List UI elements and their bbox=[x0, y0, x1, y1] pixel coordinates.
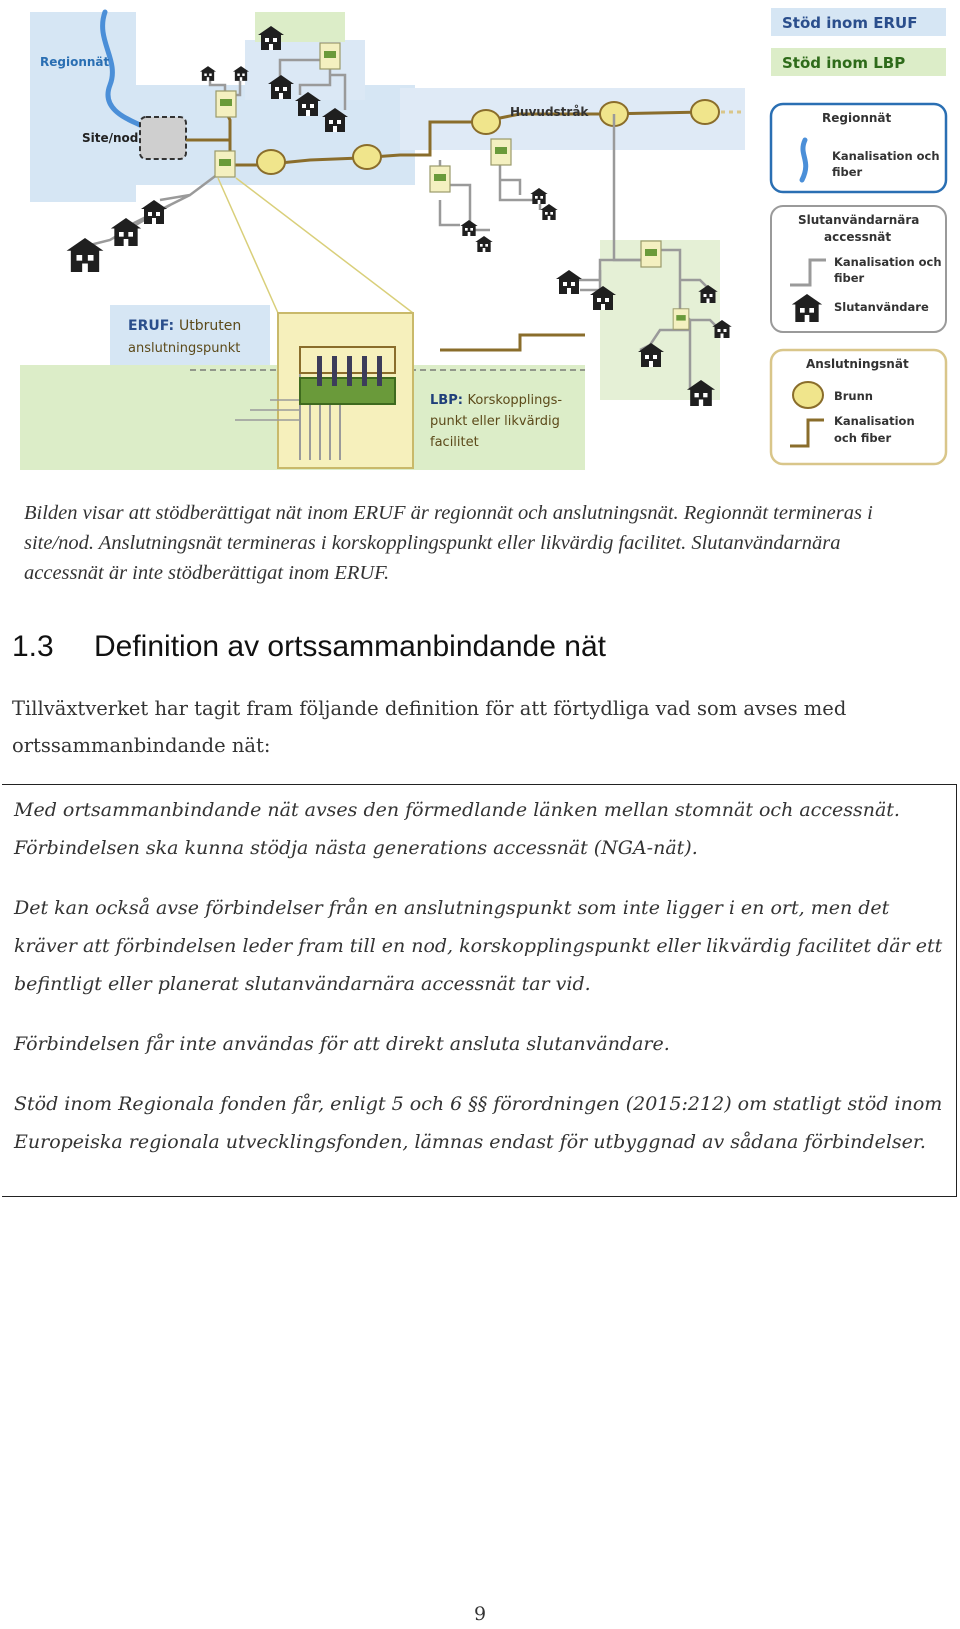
legend bbox=[771, 8, 946, 464]
legend-slut-title-l2: accessnät bbox=[824, 230, 892, 244]
label-regionnat: Regionnät bbox=[40, 55, 110, 69]
house-icon bbox=[460, 220, 477, 236]
house-icon bbox=[141, 200, 167, 224]
label-site-nod: Site/nod bbox=[82, 131, 139, 145]
definition-paragraph-3: Förbindelsen får inte användas för att direkt ansluta slutanvändare. bbox=[14, 1033, 670, 1055]
section-intro: Tillväxtverket har tagit fram följande definition för att förtydliga vad som avses med ortssammanbindande nät: bbox=[12, 697, 847, 757]
legend-stod-lbp: Stöd inom LBP bbox=[782, 54, 906, 72]
house-icon bbox=[475, 236, 492, 252]
legend-slut-item1-l2: fiber bbox=[834, 271, 865, 285]
definition-box bbox=[2, 784, 957, 1197]
label-eruf-line2: anslutningspunkt bbox=[128, 341, 241, 356]
house-icon bbox=[200, 66, 216, 81]
label-huvudstrak: Huvudstråk bbox=[510, 105, 589, 119]
definition-paragraph-4: Stöd inom Regionala fonden får, enligt 5 och 6 §§ förordningen (2015:212) om statligt stöd inom Europeiska regionala utvecklingsfonden, lämnas endast för utbyggnad av sådana förbindelser. bbox=[14, 1093, 943, 1153]
legend-regionnat-item-l1: Kanalisation och bbox=[832, 149, 940, 163]
page-number: 9 bbox=[473, 1603, 487, 1625]
legend-regionnat-item-l2: fiber bbox=[832, 165, 863, 179]
legend-stod-eruf: Stöd inom ERUF bbox=[782, 14, 918, 32]
label-lbp: LBP: Korskopplings- bbox=[430, 393, 563, 408]
section-number: 1.3 bbox=[12, 630, 54, 663]
legend-regionnat-title: Regionnät bbox=[822, 111, 892, 125]
regionnat-legend-river-icon bbox=[802, 140, 806, 180]
legend-slut-item2: Slutanvändare bbox=[834, 300, 929, 314]
legend-slut-item1-l1: Kanalisation och bbox=[834, 255, 942, 269]
label-lbp-line2: punkt eller likvärdig bbox=[430, 414, 560, 429]
site-node bbox=[140, 117, 186, 159]
figure-caption: Bilden visar att stödberättigat nät inom ERUF är regionnät och anslutningsnät. Regionnät termineras i site/nod. Anslutningsnät termineras i korskopplingspunkt eller likvärdig facilitet. Slutanvändarnära accessnät är inte stödberättigat inom ERUF. bbox=[24, 502, 873, 584]
legend-ansl-item2-l2: och fiber bbox=[834, 431, 892, 445]
definition-paragraph-1: Med ortsammanbindande nät avses den förmedlande länken mellan stomnät och accessnät. Förbindelsen ska kunna stödja nästa generations accessnät (NGA-nät). bbox=[14, 799, 900, 859]
definition-paragraph-2: Det kan också avse förbindelser från en anslutningspunkt som inte ligger i en ort, men det kräver att förbindelsen leder fram till en nod, korskopplingspunkt eller likvärdig facilitet där ett befintligt eller planerat slutanvändarnära accessnät tar vid. bbox=[14, 897, 943, 995]
house-icon bbox=[540, 204, 557, 220]
section-title: Definition av ortssammanbindande nät bbox=[94, 630, 606, 663]
legend-ansl-title: Anslutningsnät bbox=[806, 357, 909, 371]
legend-ansl-item2-l1: Kanalisation bbox=[834, 414, 915, 428]
label-lbp-line3: facilitet bbox=[430, 435, 479, 450]
zoom-lines bbox=[218, 178, 413, 313]
house-icon bbox=[530, 188, 547, 204]
legend-slut-title-l1: Slutanvändarnära bbox=[798, 213, 920, 227]
section-heading bbox=[12, 630, 606, 664]
network-diagram bbox=[0, 0, 960, 480]
label-eruf: ERUF: Utbruten bbox=[128, 318, 242, 334]
manhole-icon bbox=[793, 382, 823, 408]
legend-ansl-item1: Brunn bbox=[834, 389, 873, 403]
house-icon bbox=[556, 270, 582, 294]
